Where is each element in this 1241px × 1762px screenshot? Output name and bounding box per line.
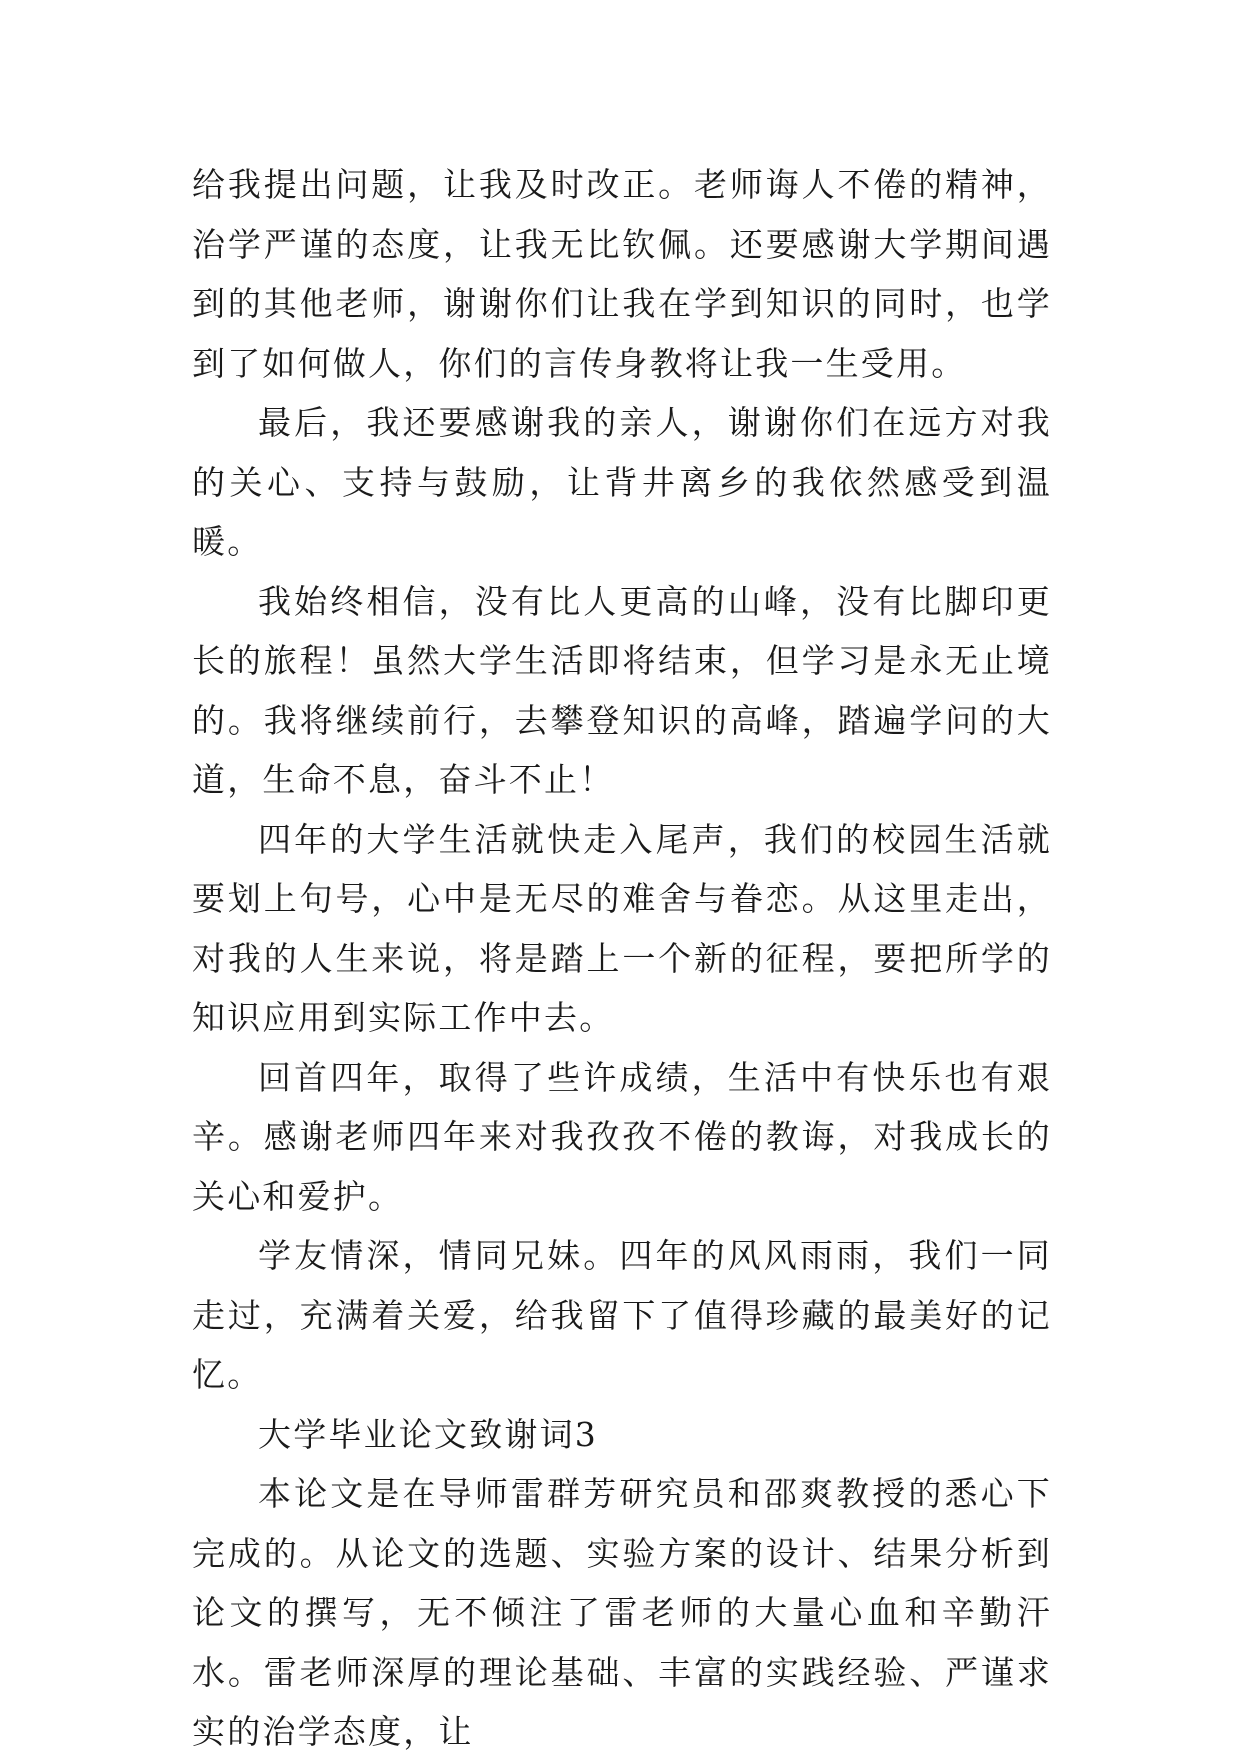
paragraph-continued: 给我提出问题，让我及时改正。老师诲人不倦的精神，治学严谨的态度，让我无比钦佩。还要感谢大学期间遇到的其他老师，谢谢你们让我在学到知识的同时，也学到了如何做人，你们的言传身教将让我一生受用。 <box>192 165 1052 383</box>
document-body <box>192 155 1052 1762</box>
paragraph-four-years: 四年的大学生活就快走入尾声，我们的校园生活就要划上句号，心中是无尽的难舍与眷恋。从这里走出，对我的人生来说，将是踏上一个新的征程，要把所学的知识应用到实际工作中去。 <box>192 819 1052 1037</box>
paragraph-classmates: 学友情深，情同兄妹。四年的风风雨雨，我们一同走过，充满着关爱，给我留下了值得珍藏的最美好的记忆。 <box>192 1236 1052 1394</box>
section-heading: 大学毕业论文致谢词3 <box>258 1414 598 1454</box>
paragraph-belief: 我始终相信，没有比人更高的山峰，没有比脚印更长的旅程！虽然大学生活即将结束，但学习是永无止境的。我将继续前行，去攀登知识的高峰，踏遍学问的大道，生命不息，奋斗不止！ <box>192 581 1052 799</box>
paragraph-family-thanks: 最后，我还要感谢我的亲人，谢谢你们在远方对我的关心、支持与鼓励，让背井离乡的我依然感受到温暖。 <box>192 403 1052 561</box>
paragraph-thesis-advisor: 本论文是在导师雷群芳研究员和邵爽教授的悉心下完成的。从论文的选题、实验方案的设计、结果分析到论文的撰写，无不倾注了雷老师的大量心血和辛勤汗水。雷老师深厚的理论基础、丰富的实践经验、严谨求实的治学态度，让 <box>192 1474 1052 1751</box>
paragraph-looking-back: 回首四年，取得了些许成绩，生活中有快乐也有艰辛。感谢老师四年来对我孜孜不倦的教诲，对我成长的关心和爱护。 <box>192 1057 1052 1216</box>
